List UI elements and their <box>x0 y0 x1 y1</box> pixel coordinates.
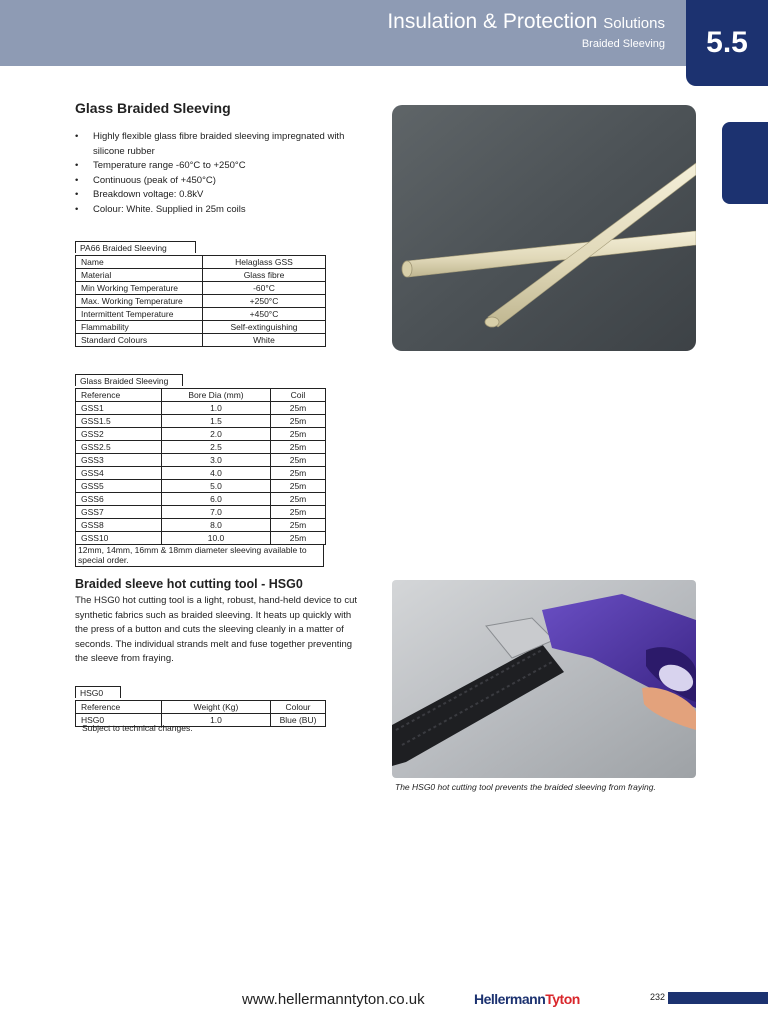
table-cell: 25m <box>271 428 326 441</box>
table-cell: Flammability <box>76 321 203 334</box>
table-row <box>76 454 326 467</box>
table-row <box>76 480 326 493</box>
table-cell: HSG0 <box>76 714 162 727</box>
table-cell: Max. Working Temperature <box>76 295 203 308</box>
sleeving-photo <box>392 105 696 351</box>
table-cell: 2.0 <box>162 428 271 441</box>
cutting-tool-photo-art <box>392 580 696 778</box>
table-cell: 6.0 <box>162 493 271 506</box>
gss-table-caption: Glass Braided Sleeving <box>75 374 183 386</box>
table-cell: GSS1.5 <box>76 415 162 428</box>
table-cell: Standard Colours <box>76 334 203 347</box>
table-row <box>76 269 326 282</box>
table-cell: Glass fibre <box>203 269 326 282</box>
table-cell: White <box>203 334 326 347</box>
table-cell: GSS2 <box>76 428 162 441</box>
gss-table-block <box>75 370 326 567</box>
table-header-row <box>76 701 326 714</box>
footer-bar <box>668 992 768 1004</box>
table-cell: GSS1 <box>76 402 162 415</box>
page-number: 232 <box>650 992 666 1002</box>
bullet-item: • Breakdown voltage: 0.8kV <box>75 188 375 203</box>
table-row <box>76 334 326 347</box>
sleeving-photo-art <box>392 105 696 351</box>
table-cell: 25m <box>271 480 326 493</box>
table-row <box>76 532 326 545</box>
bullet-item: • Temperature range -60°C to +250°C <box>75 159 375 174</box>
section-number-tab: 5.5 <box>686 0 768 86</box>
header-cell: Weight (Kg) <box>162 701 271 714</box>
table-row <box>76 467 326 480</box>
gss-table <box>75 388 326 545</box>
spec-table-caption: PA66 Braided Sleeving <box>75 241 196 253</box>
header-title <box>387 10 665 34</box>
tool-heading: Braided sleeve hot cutting tool - HSG0 <box>75 577 303 591</box>
table-row <box>76 308 326 321</box>
table-cell: GSS5 <box>76 480 162 493</box>
table-row <box>76 415 326 428</box>
footer-url[interactable]: www.hellermanntyton.co.uk <box>242 991 425 1008</box>
logo-part-2: Tyton <box>545 991 580 1007</box>
header-title-suffix: Solutions <box>603 15 665 32</box>
photo-caption: The HSG0 hot cutting tool prevents the braided sleeving from fraying. <box>395 782 656 792</box>
table-row <box>76 282 326 295</box>
header-cell: Reference <box>76 701 162 714</box>
tool-paragraph: The HSG0 hot cutting tool is a light, robust, hand-held device to cut synthetic fabrics such as braided sleeving. It heats up quickly with the press of a button and cuts the sleeving cleanly in a matter of seconds. The individual strands melt and fuse together preventing the sleeve from fraying. <box>75 595 357 664</box>
header-cell: Colour <box>271 701 326 714</box>
table-cell: GSS2.5 <box>76 441 162 454</box>
brand-logo <box>474 991 580 1007</box>
table-cell: 25m <box>271 441 326 454</box>
table-cell: Blue (BU) <box>271 714 326 727</box>
table-cell: Self-extinguishing <box>203 321 326 334</box>
spec-table-block <box>75 237 326 347</box>
table-row <box>76 519 326 532</box>
table-cell: GSS10 <box>76 532 162 545</box>
table-cell: 3.0 <box>162 454 271 467</box>
table-cell: 25m <box>271 402 326 415</box>
header-cell: Reference <box>76 389 162 402</box>
table-cell: 1.0 <box>162 714 271 727</box>
hsg-table-block <box>75 682 326 727</box>
table-cell: Intermittent Temperature <box>76 308 203 321</box>
cutting-tool-photo <box>392 580 696 778</box>
table-cell: Helaglass GSS <box>203 256 326 269</box>
hsg-table-caption: HSG0 <box>75 686 121 698</box>
header-title-main: Insulation & Protection <box>387 10 598 33</box>
header-cell: Coil <box>271 389 326 402</box>
table-cell: 7.0 <box>162 506 271 519</box>
table-cell: 25m <box>271 415 326 428</box>
table-cell: Material <box>76 269 203 282</box>
logo-part-1: Hellermann <box>474 991 546 1007</box>
table-cell: 25m <box>271 467 326 480</box>
table-cell: 1.5 <box>162 415 271 428</box>
table-cell: GSS4 <box>76 467 162 480</box>
table-cell: 4.0 <box>162 467 271 480</box>
bullet-item: • Colour: White. Supplied in 25m coils <box>75 203 375 218</box>
table-row <box>76 321 326 334</box>
table-cell: Name <box>76 256 203 269</box>
bullet-item: • Highly flexible glass fibre braided sleeving impregnated with silicone rubber <box>75 130 375 159</box>
gss-footnote: 12mm, 14mm, 16mm & 18mm diameter sleeving available to special order. <box>75 545 324 567</box>
spec-table <box>75 255 326 347</box>
table-cell: 10.0 <box>162 532 271 545</box>
table-row <box>76 295 326 308</box>
table-row <box>76 256 326 269</box>
table-cell: GSS3 <box>76 454 162 467</box>
table-cell: GSS8 <box>76 519 162 532</box>
table-row <box>76 428 326 441</box>
table-row <box>76 493 326 506</box>
table-cell: Min Working Temperature <box>76 282 203 295</box>
table-cell: GSS7 <box>76 506 162 519</box>
header-cell: Bore Dia (mm) <box>162 389 271 402</box>
side-chapter-tab <box>722 122 768 204</box>
glass-heading: Glass Braided Sleeving <box>75 100 231 116</box>
table-cell: 25m <box>271 519 326 532</box>
glass-bullet-list <box>75 130 375 217</box>
table-cell: GSS6 <box>76 493 162 506</box>
technical-note: Subject to technical changes. <box>82 723 193 733</box>
table-cell: 25m <box>271 454 326 467</box>
header-subtitle: Braided Sleeving <box>581 38 665 50</box>
table-cell: 25m <box>271 506 326 519</box>
table-cell: -60°C <box>203 282 326 295</box>
bullet-item: • Continuous (peak of +450°C) <box>75 174 375 189</box>
table-cell: 2.5 <box>162 441 271 454</box>
table-row <box>76 441 326 454</box>
table-cell: 1.0 <box>162 402 271 415</box>
table-cell: +250°C <box>203 295 326 308</box>
table-row <box>76 402 326 415</box>
table-cell: 25m <box>271 493 326 506</box>
table-cell: 25m <box>271 532 326 545</box>
table-cell: 5.0 <box>162 480 271 493</box>
table-header-row <box>76 389 326 402</box>
table-cell: 8.0 <box>162 519 271 532</box>
table-row <box>76 506 326 519</box>
table-cell: +450°C <box>203 308 326 321</box>
